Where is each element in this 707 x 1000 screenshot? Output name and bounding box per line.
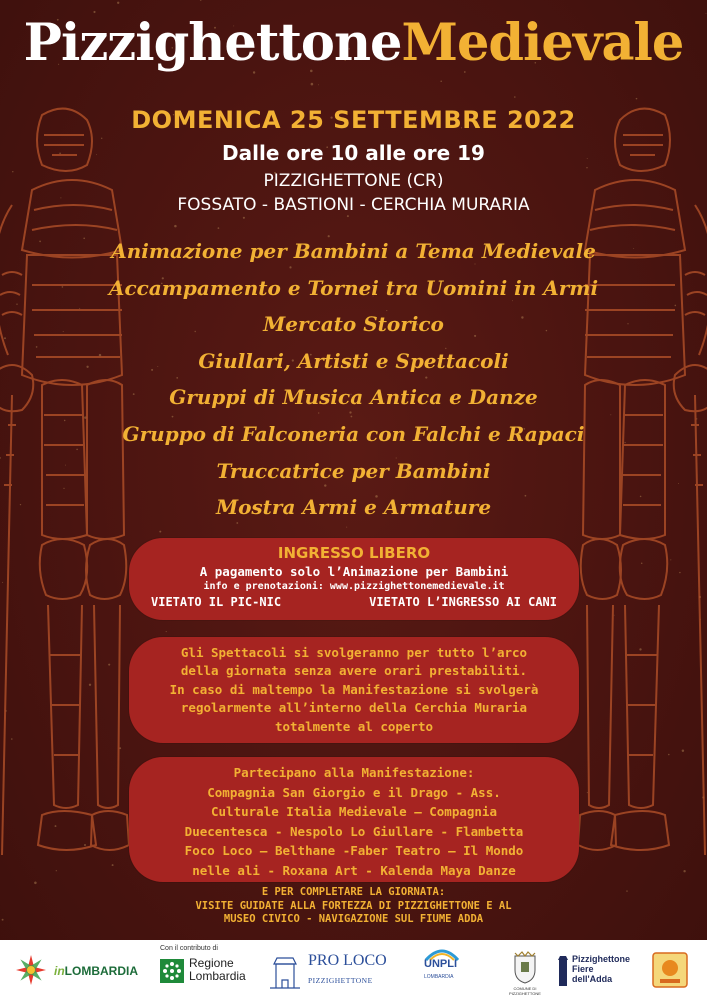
title-part-medievale: Medievale xyxy=(401,13,684,73)
activity-item: Accampamento e Tornei tra Uomini in Armi xyxy=(108,275,599,300)
event-city: PIZZIGHETTONE (CR) xyxy=(263,171,444,191)
comune-caption: COMUNE DI PIZZIGHETTONE xyxy=(509,986,541,996)
extra-activities-title: E PER COMPLETARE LA GIORNATA: xyxy=(261,886,446,898)
entry-booking-info: info e prenotazioni: www.pizzighettonemedievale.it xyxy=(203,581,505,592)
event-date: DOMENICA 25 SETTEMBRE 2022 xyxy=(131,106,576,134)
speckle-dot xyxy=(166,631,167,632)
inlombardia-star-icon xyxy=(14,953,48,987)
participants-line: Foco Loco – Belthane -Faber Teatro – Il Mondo xyxy=(184,843,524,859)
speckle-dot xyxy=(243,217,245,219)
info-line: regolarmente all’interno della Cerchia Muraria xyxy=(180,700,528,716)
activity-item: Animazione per Bambini a Tema Medievale xyxy=(111,239,596,263)
regione-lombardia-logo xyxy=(160,940,270,1000)
comune-crest-icon xyxy=(512,950,538,984)
proloco-sub: PIZZIGHETTONE xyxy=(308,976,373,985)
speckle-dot xyxy=(174,225,177,228)
schedule-info-box xyxy=(129,637,579,743)
speckle-dot xyxy=(347,215,349,217)
participants-line: nelle ali - Roxana Art - Kalenda Maya Danze xyxy=(192,862,516,878)
activity-item: Gruppi di Musica Antica e Danze xyxy=(169,385,538,410)
event-venue: FOSSATO - BASTIONI - CERCHIA MURARIA xyxy=(177,195,530,215)
speckle-dot xyxy=(706,13,707,14)
entry-restrictions xyxy=(129,594,579,611)
event-title xyxy=(0,13,707,73)
speckle-dot xyxy=(159,531,161,533)
fiere-text: Pizzighettone Fiere dell'Adda xyxy=(572,954,630,984)
unpli-sub: LOMBARDIA xyxy=(424,974,454,980)
speckle-dot xyxy=(440,80,442,82)
participants-line: Culturale Italia Medievale – Compagnia xyxy=(211,804,497,820)
fiere-tower-icon xyxy=(556,952,570,988)
event-badge-logo xyxy=(648,940,694,1000)
entry-info-box xyxy=(129,538,579,620)
participants-line: Duecentesca - Nespolo Lo Giullare - Flambetta xyxy=(184,823,524,839)
entry-title: INGRESSO LIBERO xyxy=(277,544,431,562)
speckle-dot xyxy=(117,2,119,4)
extra-activities-line: MUSEO CIVICO - NAVIGAZIONE SUL FIUME ADDA xyxy=(223,913,484,925)
comune-logo xyxy=(505,940,545,1000)
activity-item: Giullari, Artisti e Spettacoli xyxy=(198,348,509,373)
participants-title: Partecipano alla Manifestazione: xyxy=(233,765,475,780)
sponsor-logos-bar xyxy=(0,940,707,1000)
fiere-adda-logo xyxy=(556,940,636,1000)
speckle-dot xyxy=(514,96,516,98)
activity-item: Mostra Armi e Armature xyxy=(215,495,492,520)
activity-item: Truccatrice per Bambini xyxy=(216,458,491,483)
title-part-pizzighettone: Pizzighettone xyxy=(23,13,402,73)
info-line: In caso di maltempo la Manifestazione si svolgerà xyxy=(169,681,539,697)
activities-list xyxy=(0,233,707,526)
regione-rosa-camuna-icon xyxy=(160,959,184,983)
badge-emblem-icon xyxy=(652,952,688,988)
extra-activities xyxy=(0,886,707,927)
participants-box xyxy=(129,757,579,882)
speckle-dot xyxy=(311,83,314,86)
unpli-name: UNPLI xyxy=(424,958,457,970)
info-line: della giornata senza avere orari prestabiliti. xyxy=(180,663,528,679)
unpli-logo xyxy=(416,940,476,1000)
entry-payment-note: A pagamento solo l’Animazione per Bambini xyxy=(199,564,509,579)
inlombardia-logo xyxy=(14,940,154,1000)
speckle-dot xyxy=(218,227,220,229)
proloco-name: PRO LOCO xyxy=(308,952,387,969)
no-dogs-note: VIETATO L’INGRESSO AI CANI xyxy=(369,595,557,609)
participants-line: Compagnia San Giorgio e il Drago - Ass. xyxy=(207,785,501,800)
event-hours: Dalle ore 10 alle ore 19 xyxy=(222,141,485,165)
inlombardia-text: inLOMBARDIA xyxy=(54,964,138,978)
extra-activities-line: VISITE GUIDATE ALLA FORTEZZA DI PIZZIGHETTONE E AL xyxy=(195,899,512,912)
no-picnic-note: VIETATO IL PIC-NIC xyxy=(151,595,282,609)
proloco-logo xyxy=(268,940,388,1000)
activity-item: Gruppo di Falconeria con Falchi e Rapaci xyxy=(122,421,585,446)
proloco-tower-icon xyxy=(268,950,302,990)
info-line: totalmente al coperto xyxy=(274,718,434,734)
speckle-dot xyxy=(318,84,319,85)
info-line: Gli Spettacoli si svolgeranno per tutto l’arco xyxy=(180,645,528,660)
regione-caption: Con il contributo di xyxy=(160,945,218,952)
regione-text: Regione Lombardia xyxy=(189,956,246,983)
speckle-dot xyxy=(200,0,202,1)
activity-item: Mercato Storico xyxy=(263,312,444,337)
speckle-dot xyxy=(346,527,347,528)
